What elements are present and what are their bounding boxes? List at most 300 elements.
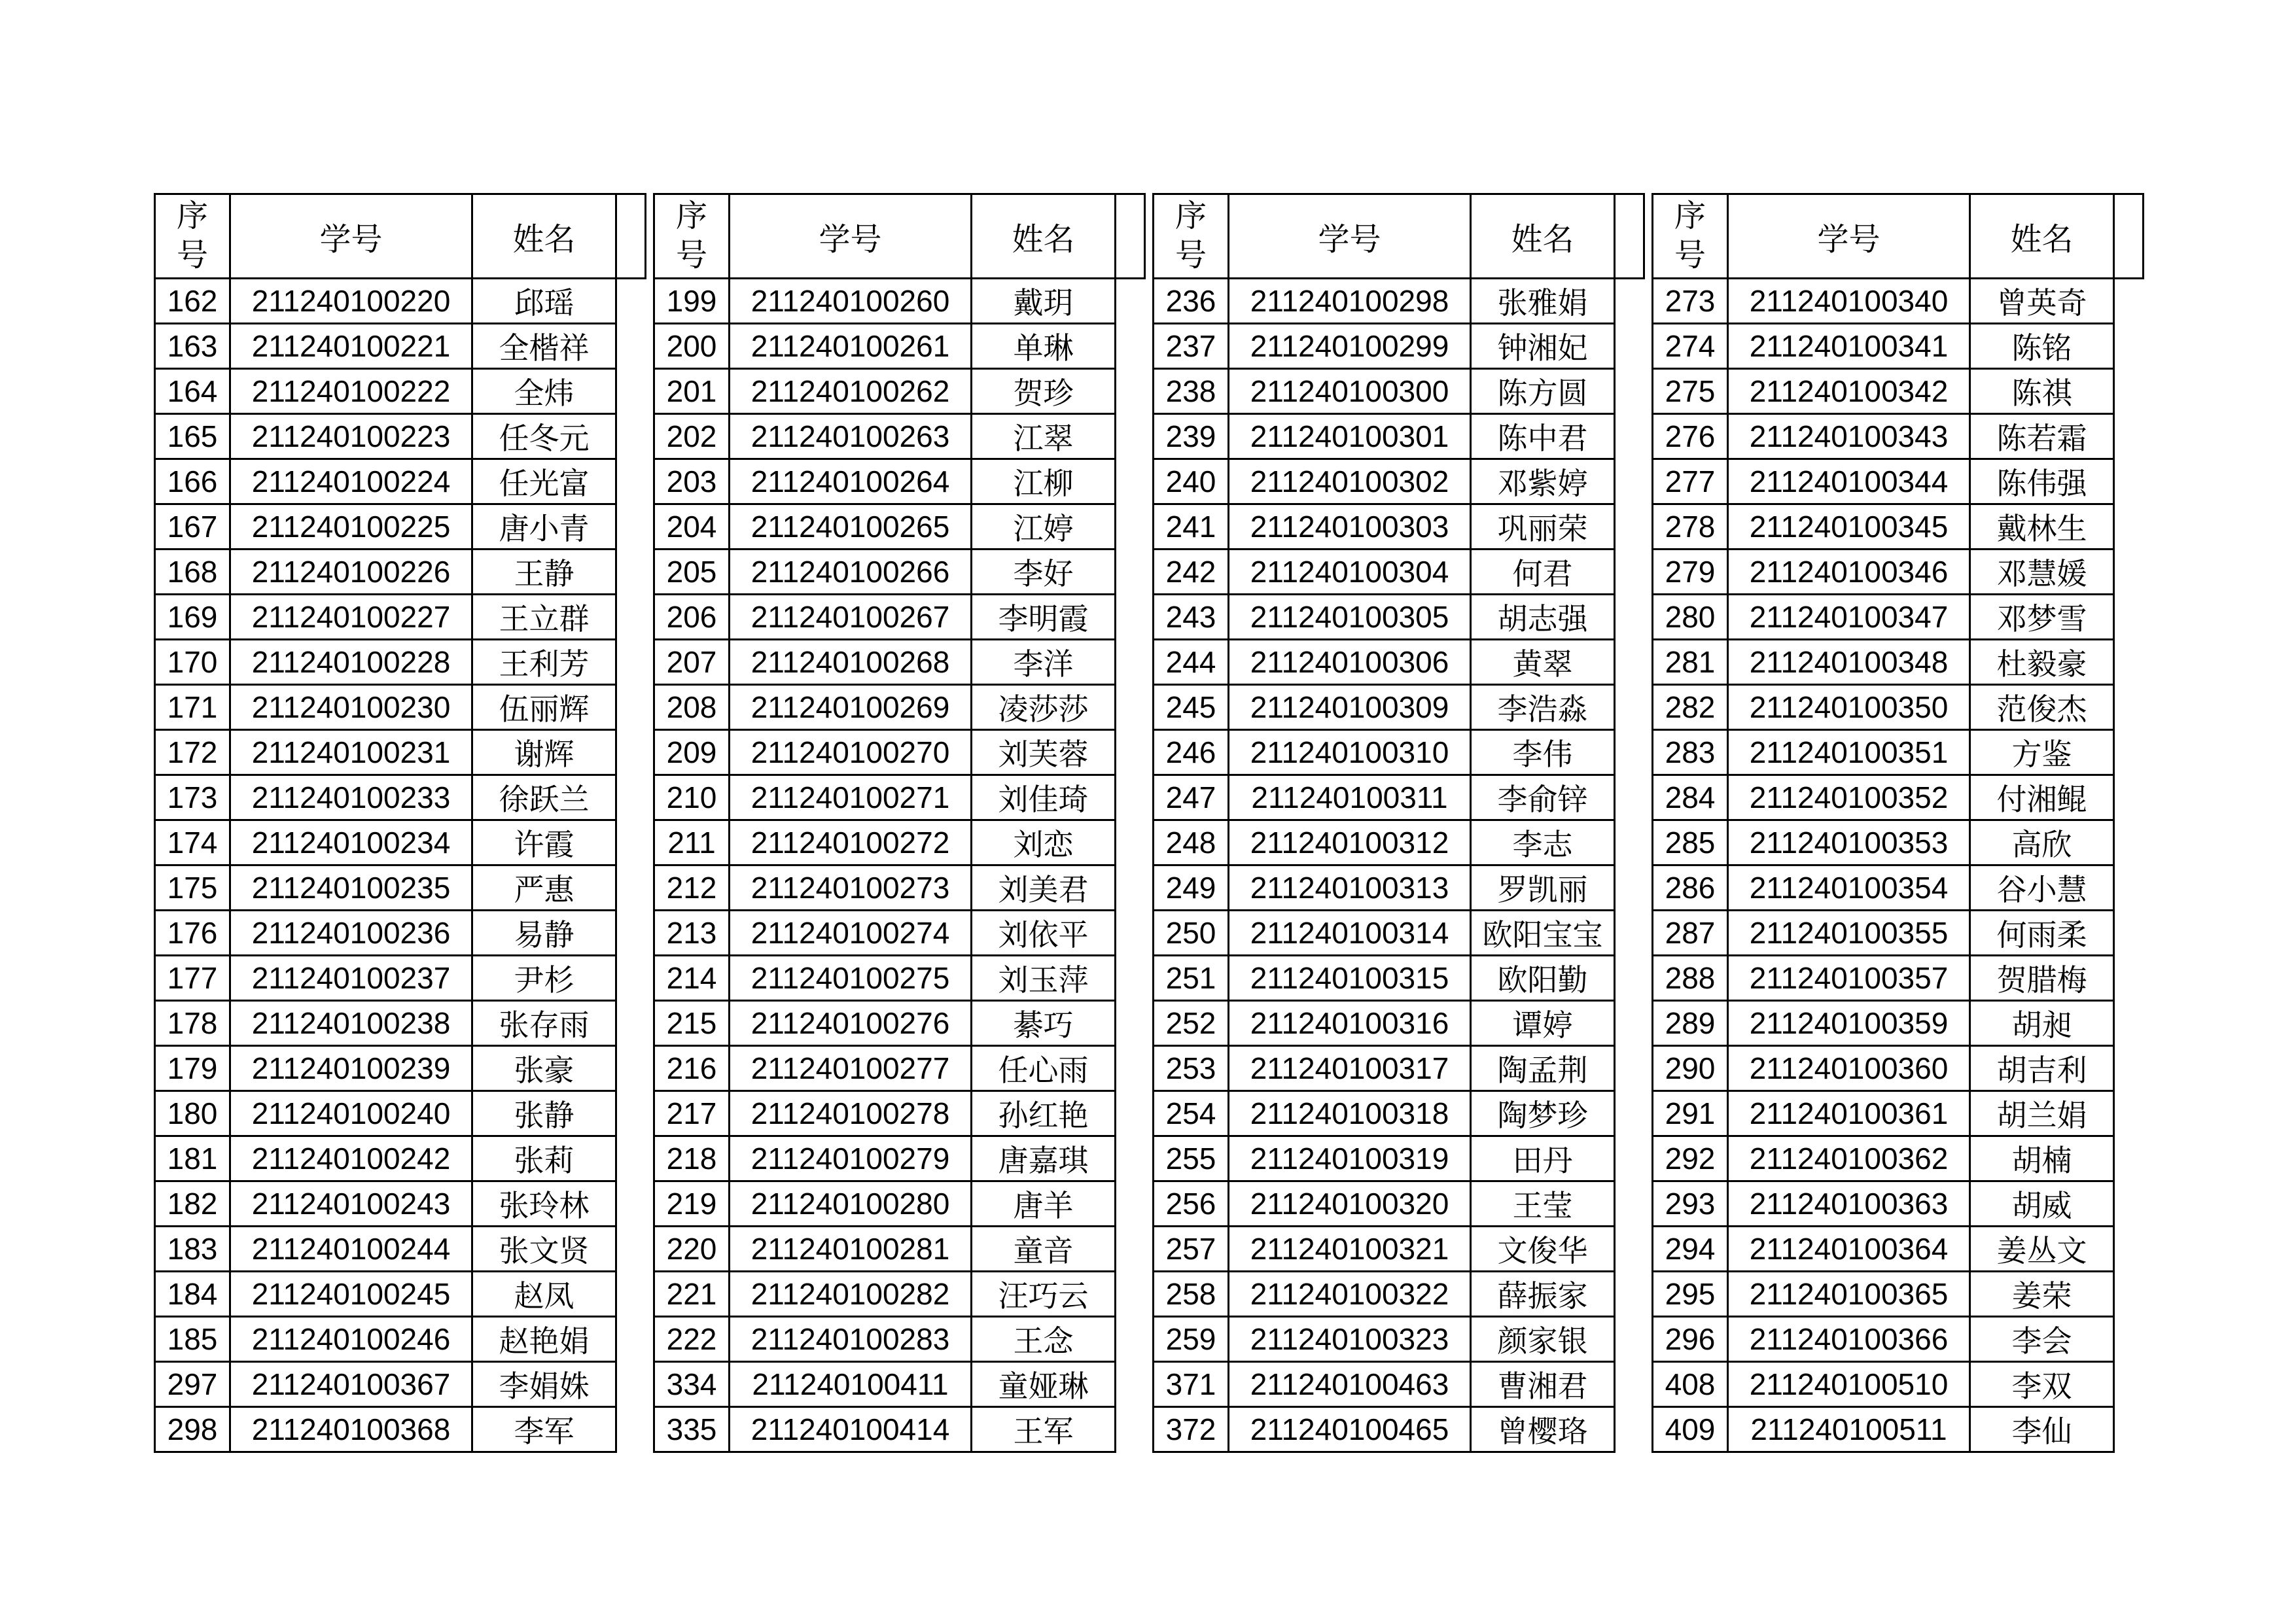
name-cell: 王莹 [1471,1181,1615,1227]
seq-cell: 282 [1653,685,1728,730]
table-row [1653,730,2144,775]
table-row [1154,1136,1644,1181]
name-cell: 谢辉 [472,730,616,775]
student-id-cell: 211240100234 [230,820,472,865]
seq-header-label: 序号 [1674,199,1706,273]
table-row [1653,640,2144,685]
seq-cell: 216 [654,1046,730,1091]
seq-cell: 277 [1653,459,1728,504]
name-cell: 张玲林 [472,1181,616,1227]
table-row [155,369,646,414]
student-id-cell: 211240100318 [1229,1091,1471,1136]
roster-table-2 [653,193,1146,1453]
table-row [155,685,646,730]
name-cell: 王军 [972,1407,1116,1452]
student-id-cell: 211240100351 [1728,730,1970,775]
header-row [654,194,1145,279]
table-row [1653,1091,2144,1136]
name-cell: 欧阳勤 [1471,956,1615,1001]
student-id-cell: 211240100264 [730,459,972,504]
student-id-cell: 211240100344 [1728,459,1970,504]
student-id-cell: 211240100364 [1728,1227,1970,1272]
student-id-cell: 211240100353 [1728,820,1970,865]
seq-cell: 183 [155,1227,230,1272]
seq-cell: 180 [155,1091,230,1136]
student-id-cell: 211240100411 [730,1362,972,1407]
name-cell: 胡志强 [1471,595,1615,640]
table-row [155,865,646,911]
name-cell: 颜家银 [1471,1317,1615,1362]
table-row [155,1272,646,1317]
student-id-cell: 211240100363 [1728,1181,1970,1227]
student-id-cell: 211240100359 [1728,1001,1970,1046]
name-cell: 钟湘妃 [1471,324,1615,369]
student-id-cell: 211240100311 [1229,775,1471,820]
student-id-cell: 211240100260 [730,279,972,324]
student-id-cell: 211240100306 [1229,640,1471,685]
name-cell: 付湘鲲 [1970,775,2114,820]
student-id-cell: 211240100510 [1728,1362,1970,1407]
name-cell: 谭婷 [1471,1001,1615,1046]
table-row [654,504,1145,550]
name-cell: 唐羊 [972,1181,1116,1227]
seq-cell: 297 [155,1362,230,1407]
student-id-cell: 211240100228 [230,640,472,685]
student-id-cell: 211240100299 [1229,324,1471,369]
table-row [155,595,646,640]
table-row [155,1362,646,1407]
seq-cell: 280 [1653,595,1728,640]
seq-cell: 275 [1653,369,1728,414]
name-header: 姓名 [1471,194,1615,279]
seq-cell: 290 [1653,1046,1728,1091]
name-cell: 陈若霜 [1970,414,2114,459]
student-id-cell: 211240100275 [730,956,972,1001]
seq-cell: 203 [654,459,730,504]
table-row [1653,504,2144,550]
table-row [654,911,1145,956]
name-cell: 綦巧 [972,1001,1116,1046]
table-row [1653,685,2144,730]
seq-cell: 289 [1653,1001,1728,1046]
student-id-cell: 211240100357 [1728,956,1970,1001]
student-id-cell: 211240100221 [230,324,472,369]
student-id-cell: 211240100314 [1229,911,1471,956]
seq-cell: 408 [1653,1362,1728,1407]
seq-cell: 222 [654,1317,730,1362]
table-row [155,956,646,1001]
table-row [1653,775,2144,820]
student-id-cell: 211240100352 [1728,775,1970,820]
name-cell: 任心雨 [972,1046,1116,1091]
table-row [155,911,646,956]
table-row [1653,459,2144,504]
seq-cell: 246 [1154,730,1229,775]
student-id-cell: 211240100367 [230,1362,472,1407]
seq-cell: 179 [155,1046,230,1091]
seq-cell: 215 [654,1001,730,1046]
name-cell: 张文贤 [472,1227,616,1272]
student-id-cell: 211240100348 [1728,640,1970,685]
seq-cell: 178 [155,1001,230,1046]
table-row [1154,1046,1644,1091]
seq-cell: 241 [1154,504,1229,550]
seq-cell: 206 [654,595,730,640]
table-row [654,595,1145,640]
student-id-cell: 211240100276 [730,1001,972,1046]
name-cell: 胡楠 [1970,1136,2114,1181]
name-cell: 李会 [1970,1317,2114,1362]
table-row [654,1317,1145,1362]
name-cell: 高欣 [1970,820,2114,865]
student-id-cell: 211240100343 [1728,414,1970,459]
table-row [1154,775,1644,820]
name-cell: 薛振家 [1471,1272,1615,1317]
seq-cell: 221 [654,1272,730,1317]
student-id-cell: 211240100270 [730,730,972,775]
name-cell: 李双 [1970,1362,2114,1407]
seq-cell: 201 [654,369,730,414]
seq-cell: 249 [1154,865,1229,911]
student-id-cell: 211240100231 [230,730,472,775]
table-row [654,459,1145,504]
table-row [654,1046,1145,1091]
student-id-cell: 211240100281 [730,1227,972,1272]
table-row [1653,1272,2144,1317]
student-id-header: 学号 [1728,194,1970,279]
student-id-cell: 211240100320 [1229,1181,1471,1227]
name-cell: 赵艳娟 [472,1317,616,1362]
name-cell: 李志 [1471,820,1615,865]
table-row [1653,1227,2144,1272]
seq-cell: 257 [1154,1227,1229,1272]
name-cell: 刘恋 [972,820,1116,865]
seq-cell: 182 [155,1181,230,1227]
student-id-cell: 211240100280 [730,1181,972,1227]
table-row [155,1001,646,1046]
student-id-cell: 211240100345 [1728,504,1970,550]
student-id-header: 学号 [1229,194,1471,279]
table-row [1653,550,2144,595]
name-cell: 胡吉利 [1970,1046,2114,1091]
table-row [155,1046,646,1091]
seq-cell: 292 [1653,1136,1728,1181]
name-cell: 全炜 [472,369,616,414]
name-cell: 陈方圆 [1471,369,1615,414]
name-cell: 全楷祥 [472,324,616,369]
name-cell: 曾英奇 [1970,279,2114,324]
student-id-cell: 211240100246 [230,1317,472,1362]
student-id-cell: 211240100362 [1728,1136,1970,1181]
seq-cell: 177 [155,956,230,1001]
roster-table-4 [1651,193,2144,1453]
student-id-header: 学号 [230,194,472,279]
table-row [1154,504,1644,550]
seq-cell: 248 [1154,820,1229,865]
name-cell: 何君 [1471,550,1615,595]
name-cell: 李娟姝 [472,1362,616,1407]
seq-cell: 278 [1653,504,1728,550]
name-cell: 胡兰娟 [1970,1091,2114,1136]
table-row [1653,1136,2144,1181]
table-row [1154,595,1644,640]
student-id-cell: 211240100298 [1229,279,1471,324]
seq-cell: 286 [1653,865,1728,911]
header-row [155,194,646,279]
seq-cell: 217 [654,1091,730,1136]
table-row [1653,279,2144,324]
student-id-cell: 211240100347 [1728,595,1970,640]
table-row [1154,1181,1644,1227]
student-id-cell: 211240100360 [1728,1046,1970,1091]
seq-cell: 255 [1154,1136,1229,1181]
table-row [155,775,646,820]
student-id-cell: 211240100242 [230,1136,472,1181]
student-id-cell: 211240100341 [1728,324,1970,369]
name-cell: 易静 [472,911,616,956]
name-cell: 邓紫婷 [1471,459,1615,504]
table-row [1154,1091,1644,1136]
table-row [155,324,646,369]
name-cell: 贺珍 [972,369,1116,414]
student-id-cell: 211240100274 [730,911,972,956]
student-id-cell: 211240100261 [730,324,972,369]
student-id-cell: 211240100225 [230,504,472,550]
table-row [654,1136,1145,1181]
table-row [1154,820,1644,865]
name-cell: 李浩淼 [1471,685,1615,730]
seq-cell: 252 [1154,1001,1229,1046]
seq-cell: 295 [1653,1272,1728,1317]
table-row [654,1272,1145,1317]
seq-cell: 250 [1154,911,1229,956]
seq-cell: 210 [654,775,730,820]
name-cell: 张豪 [472,1046,616,1091]
name-cell: 罗凯丽 [1471,865,1615,911]
seq-cell: 247 [1154,775,1229,820]
seq-cell: 298 [155,1407,230,1452]
name-cell: 刘芙蓉 [972,730,1116,775]
table-row [1653,369,2144,414]
table-row [654,1001,1145,1046]
table-row [654,820,1145,865]
student-id-cell: 211240100245 [230,1272,472,1317]
seq-cell: 185 [155,1317,230,1362]
table-row [155,1317,646,1362]
name-cell: 许霞 [472,820,616,865]
seq-cell: 273 [1653,279,1728,324]
table-row [1154,369,1644,414]
table-row [654,775,1145,820]
student-id-cell: 211240100309 [1229,685,1471,730]
student-id-cell: 211240100313 [1229,865,1471,911]
name-cell: 王立群 [472,595,616,640]
student-id-cell: 211240100346 [1728,550,1970,595]
seq-header [1653,194,1728,279]
table-row [654,324,1145,369]
table-row [155,1136,646,1181]
student-id-cell: 211240100223 [230,414,472,459]
name-cell: 文俊华 [1471,1227,1615,1272]
table-row [1154,640,1644,685]
table-row [155,459,646,504]
student-id-cell: 211240100283 [730,1317,972,1362]
seq-cell: 218 [654,1136,730,1181]
student-id-cell: 211240100220 [230,279,472,324]
name-cell: 刘佳琦 [972,775,1116,820]
student-id-cell: 211240100303 [1229,504,1471,550]
student-id-cell: 211240100273 [730,865,972,911]
table-row [1154,1227,1644,1272]
seq-cell: 287 [1653,911,1728,956]
name-cell: 戴林生 [1970,504,2114,550]
table-row [654,685,1145,730]
roster-tables [154,193,2144,1453]
student-id-cell: 211240100236 [230,911,472,956]
table-row [155,730,646,775]
name-cell: 张存雨 [472,1001,616,1046]
seq-cell: 279 [1653,550,1728,595]
student-id-cell: 211240100266 [730,550,972,595]
seq-cell: 165 [155,414,230,459]
seq-cell: 254 [1154,1091,1229,1136]
name-cell: 陶梦珍 [1471,1091,1615,1136]
table-row [1653,1362,2144,1407]
student-id-cell: 211240100243 [230,1181,472,1227]
student-id-cell: 211240100301 [1229,414,1471,459]
student-id-cell: 211240100316 [1229,1001,1471,1046]
seq-cell: 253 [1154,1046,1229,1091]
seq-cell: 291 [1653,1091,1728,1136]
student-id-cell: 211240100222 [230,369,472,414]
name-cell: 胡昶 [1970,1001,2114,1046]
student-id-cell: 211240100262 [730,369,972,414]
name-cell: 孙红艳 [972,1091,1116,1136]
name-cell: 陈中君 [1471,414,1615,459]
table-row [1653,414,2144,459]
student-id-cell: 211240100319 [1229,1136,1471,1181]
name-cell: 唐小青 [472,504,616,550]
student-id-cell: 211240100414 [730,1407,972,1452]
name-cell: 李好 [972,550,1116,595]
name-cell: 凌莎莎 [972,685,1116,730]
student-id-cell: 211240100282 [730,1272,972,1317]
table-row [155,504,646,550]
name-cell: 曾樱珞 [1471,1407,1615,1452]
table-row [1154,1001,1644,1046]
seq-cell: 220 [654,1227,730,1272]
empty-column [1615,194,1644,279]
seq-cell: 172 [155,730,230,775]
table-row [1154,685,1644,730]
name-cell: 邓梦雪 [1970,595,2114,640]
name-header: 姓名 [472,194,616,279]
name-cell: 范俊杰 [1970,685,2114,730]
seq-cell: 284 [1653,775,1728,820]
student-id-cell: 211240100355 [1728,911,1970,956]
table-row [654,1181,1145,1227]
seq-cell: 213 [654,911,730,956]
table-row [155,820,646,865]
seq-cell: 200 [654,324,730,369]
seq-cell: 174 [155,820,230,865]
seq-cell: 184 [155,1272,230,1317]
seq-cell: 164 [155,369,230,414]
roster-table-3 [1152,193,1645,1453]
seq-cell: 205 [654,550,730,595]
name-cell: 邓慧媛 [1970,550,2114,595]
name-cell: 欧阳宝宝 [1471,911,1615,956]
seq-cell: 163 [155,324,230,369]
seq-header [1154,194,1229,279]
student-id-cell: 211240100239 [230,1046,472,1091]
seq-cell: 294 [1653,1227,1728,1272]
table-row [654,1407,1145,1452]
name-cell: 李俞锌 [1471,775,1615,820]
student-id-cell: 211240100317 [1229,1046,1471,1091]
roster-table-1 [154,193,646,1453]
name-cell: 刘依平 [972,911,1116,956]
name-cell: 刘玉萍 [972,956,1116,1001]
seq-cell: 245 [1154,685,1229,730]
seq-header [654,194,730,279]
header-row [1154,194,1644,279]
name-cell: 江婷 [972,504,1116,550]
seq-cell: 169 [155,595,230,640]
table-row [654,1091,1145,1136]
table-row [654,640,1145,685]
name-cell: 童娅琳 [972,1362,1116,1407]
student-id-cell: 211240100278 [730,1091,972,1136]
name-cell: 伍丽辉 [472,685,616,730]
student-id-cell: 211240100354 [1728,865,1970,911]
name-cell: 尹杉 [472,956,616,1001]
table-row [1154,1317,1644,1362]
table-row [155,1407,646,1452]
table-row [1154,956,1644,1001]
name-cell: 王静 [472,550,616,595]
student-id-cell: 211240100263 [730,414,972,459]
student-id-cell: 211240100235 [230,865,472,911]
seq-cell: 258 [1154,1272,1229,1317]
student-id-cell: 211240100240 [230,1091,472,1136]
seq-cell: 209 [654,730,730,775]
name-header: 姓名 [1970,194,2114,279]
name-cell: 童音 [972,1227,1116,1272]
seq-header-label: 序号 [1174,199,1207,273]
table-row [1653,911,2144,956]
seq-cell: 181 [155,1136,230,1181]
student-id-cell: 211240100365 [1728,1272,1970,1317]
seq-cell: 239 [1154,414,1229,459]
table-row [654,550,1145,595]
seq-cell: 251 [1154,956,1229,1001]
student-id-cell: 211240100238 [230,1001,472,1046]
student-id-cell: 211240100226 [230,550,472,595]
seq-cell: 214 [654,956,730,1001]
student-id-cell: 211240100368 [230,1407,472,1452]
table-row [654,730,1145,775]
name-cell: 张莉 [472,1136,616,1181]
empty-column [616,194,646,279]
name-cell: 刘美君 [972,865,1116,911]
name-cell: 唐嘉琪 [972,1136,1116,1181]
student-id-cell: 211240100463 [1229,1362,1471,1407]
student-id-cell: 211240100322 [1229,1272,1471,1317]
seq-cell: 288 [1653,956,1728,1001]
table-row [155,1181,646,1227]
student-id-cell: 211240100366 [1728,1317,1970,1362]
